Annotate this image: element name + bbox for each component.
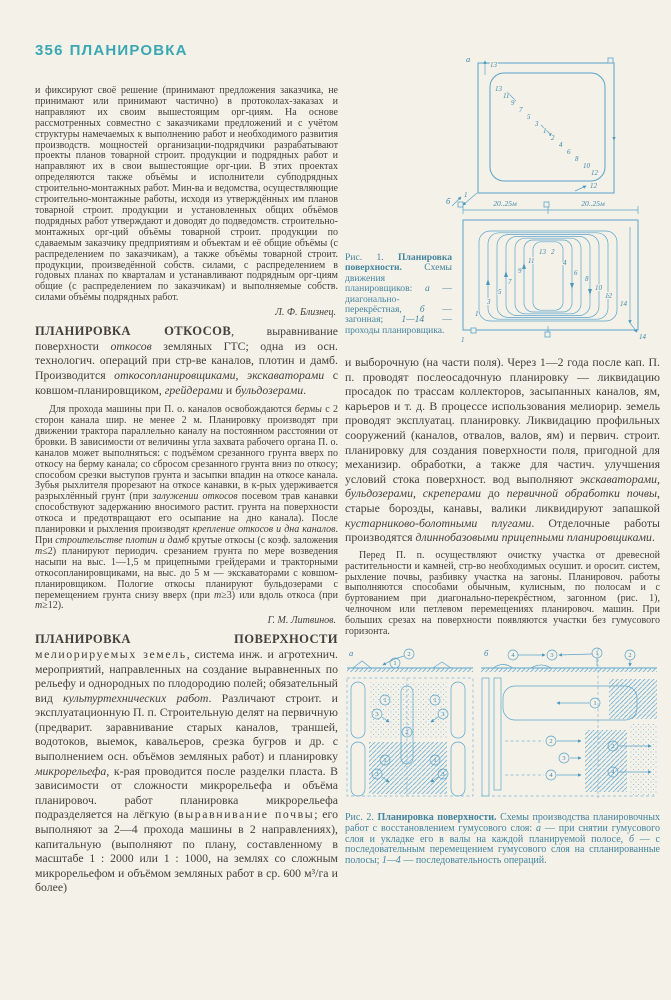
pass-number: 10 xyxy=(583,162,590,170)
pass-exit-arrow xyxy=(575,186,586,191)
operation-number: 1 xyxy=(383,697,387,705)
start-marker xyxy=(458,202,463,207)
text-segment: откосопланировщиками, экскаваторами xyxy=(114,367,325,382)
text-segment: m xyxy=(214,589,222,601)
continuation-paragraph: и фиксируют своё решение (принимают предложения заказчика, не принимают или принимают частично) в протоколах-заказах и направляют их своим вышестоящим орг-циям. На основе рассмотренных совместно с заказчиками предложений и с учётом структуры намечаемых к выполнению работ и необходимого развития производств. мощностей организации-подрядчики разрабатывают проекты планов товарной строит. продукции и подрядных работ и направляют их в свои вышестоящие орг-ции. В этих проектах определяются также объёмы и исполнители субподрядных строительно-монтажных работ. Мин-ва и ведомства, осуществляющие строительно-монтажные работы, исходя из утверждённых им планов товарной строит. продукции и установленных общих объёмов подрядных работ утверждают и доводят до подведомств. строительно-монтажных орг-ций объёмы товарной строит. продукции по сдаваемым заказчику предприятиям и объектам и её общие объёмы (с распределением по заказчикам), а также объёмы товарной строит. продукции, произведённой собств. силами, с распределением в годовых планах по кварталам и устанавливают подрядным орг-циям общие (с распределением по заказчикам) и выполняемые собств. силами объёмы подрядных работ. xyxy=(35,85,338,304)
text-segment: посевом трав канавки способствуют задержанию вносимого растит. грунта на поверхности откоса и предотвращают его осыпание на дно канала). После планировки и рыхления производят xyxy=(35,491,338,536)
text-segment: культуртехнических работ xyxy=(63,690,209,705)
text-segment: — последовательность операций. xyxy=(400,855,547,867)
humus-ridge xyxy=(451,682,465,738)
page-number: 356 xyxy=(35,42,64,59)
planed-block xyxy=(585,730,627,792)
text-segment: откосов xyxy=(110,338,152,353)
operation-number: 1 xyxy=(593,700,597,708)
text-segment: , к-рая проводится после разделки пласта. В зависимости от сложности микрорельефа и объёма планировоч. работ планировка микрорельефа подразделяется на лёгкую ( xyxy=(35,763,338,822)
pass-number: 7 xyxy=(508,278,512,286)
pass-loop xyxy=(524,240,572,312)
text-segment: Рис. 1. xyxy=(345,252,399,263)
text-segment: крутые откосы (с коэф. заложения xyxy=(189,534,338,546)
pass-loop xyxy=(497,235,599,318)
text-segment: Для прохода машины при П. о. каналов освобождаются xyxy=(49,404,295,416)
soil-mound xyxy=(433,662,451,668)
operation-number: 3 xyxy=(441,771,445,779)
humus-ridge xyxy=(351,742,365,796)
pass-number: 13 xyxy=(490,61,497,69)
final-exit-arrow xyxy=(630,323,637,332)
pass-number: 11 xyxy=(503,92,510,100)
text-segment: — при снятии гумусового слоя и укладке его в валы на каждой планируемой полосе, xyxy=(345,822,660,845)
figure-1a-label: а xyxy=(466,55,471,64)
operation-number: 3 xyxy=(441,711,445,719)
start-marker xyxy=(545,332,550,337)
text-segment: до xyxy=(481,486,507,501)
sequence-arrow xyxy=(559,654,592,655)
right-continuation-paragraph xyxy=(345,355,660,545)
text-segment: Планировка поверхности. xyxy=(377,811,497,823)
operation-number: 2 xyxy=(549,738,553,746)
soil-mound xyxy=(493,664,513,668)
dimension-label: 20..25м xyxy=(493,199,517,208)
text-segment: длиннобазовыми прицепными планировщиками xyxy=(415,530,652,545)
ground-hatch xyxy=(481,668,657,672)
down-arrowhead xyxy=(588,289,592,295)
text-segment: а xyxy=(424,283,430,295)
text-segment: б xyxy=(419,304,425,316)
up-arrowhead xyxy=(486,279,490,285)
operation-number: 2 xyxy=(407,651,411,659)
article-poverhnosti-lead xyxy=(35,632,338,895)
operation-number: 2 xyxy=(628,652,632,660)
pass-number: 1 xyxy=(464,191,468,199)
text-segment: а xyxy=(536,822,542,834)
text-segment: . xyxy=(303,382,307,397)
pass-number: 4 xyxy=(563,259,567,267)
operation-number: 4 xyxy=(611,769,615,777)
dimension-label: 20..25м xyxy=(581,199,605,208)
text-segment: залужении откосов xyxy=(152,491,238,503)
text-segment: первичной обработки почвы xyxy=(506,486,658,501)
text-segment: , выравнивание поверхности xyxy=(35,324,338,353)
pass-number: 7 xyxy=(519,106,523,114)
stripped-area xyxy=(629,724,657,796)
start-marker xyxy=(471,328,476,333)
text-segment: строительстве плотин и дамб xyxy=(55,534,189,546)
humus-ridge xyxy=(351,682,365,738)
text-segment: и выборочную (на части поля). Через 1—2 года после кап. П. п. проводят послеосадочную планировку — ликвидацию просадок по трассам коллекторов, засыпанных каналов, ям, карьеров и т. д. В процессе использования мелиорир. земель проводят эксплуатац. планировку. Ликвидацию профильных сооружений (каналов, отвалов, валов, ям) и первич. строит. планировку для создания поверхности поля, пригодной для механизир. обработки, а также для частич. улучшения условий стока поверхност. вод выполняют xyxy=(345,355,660,486)
operation-number: 2 xyxy=(611,743,615,751)
pass-number: 8 xyxy=(575,155,579,163)
operation-number: 4 xyxy=(549,772,553,780)
pass-number: 6 xyxy=(574,269,578,277)
up-arrowhead xyxy=(522,263,526,269)
pass-number: 3 xyxy=(535,120,539,128)
text-segment: кустарниково-болотными плугами xyxy=(345,515,532,530)
up-arrowhead xyxy=(504,271,508,277)
operation-number: 1 xyxy=(433,757,437,765)
text-segment: бермы xyxy=(294,404,322,416)
pass-number: 1 xyxy=(461,336,465,344)
text-segment: , старые борозды, канавы, валики ликвидируют запашкой xyxy=(345,486,660,515)
text-segment: 1—4 xyxy=(381,855,401,867)
pass-number: 8 xyxy=(585,275,589,283)
page-header xyxy=(35,42,194,59)
pass-number: 10 xyxy=(595,284,602,292)
soil-mound xyxy=(353,661,371,668)
figure-1 xyxy=(345,55,660,347)
pass-number: 13 xyxy=(495,85,502,93)
right-small-paragraph: Перед П. п. осуществляют очистку участка от древесной растительности и камней, стр-во необходимых осушит. и оросит. систем, рыхление почвы, разбивку участка на загоны. Планировоч. работы выполняются способами обычным, кулисным, по полосам и с буртованием при диагонально-перекрёстном, загонном (рис. 1), челночном или петлевом перемещениях планировоч. машин. При больших срезах на поверхности появляются участки без гумусового горизонта. xyxy=(345,549,660,638)
figure-1b-label: б xyxy=(446,196,451,206)
pass-number: 12 xyxy=(590,182,597,190)
article-otkosov-body xyxy=(35,405,338,612)
figure-2 xyxy=(345,646,660,808)
text-segment: б xyxy=(628,833,634,845)
pass-number: 12 xyxy=(591,169,598,177)
text-segment: ≥12). xyxy=(42,600,64,612)
text-segment: Планировка поверхности. xyxy=(345,252,452,274)
text-segment: микрорельефа xyxy=(35,763,107,778)
text-segment: ПЛАНИРОВКА ОТКОСОВ xyxy=(35,324,232,339)
text-segment: . xyxy=(651,530,655,545)
pass-number: 4 xyxy=(559,141,563,149)
text-segment: с 2 сторон канала шир. не менее 2 м. Планировку производят при движении трактора параллельно каналу на постоянном расстоянии от бровки. В зависимости от величины угла захвата рабочего органа П. о. каналов может выполняться: с подъёмом срезанного грунта вверх по откосу на берму канала; со сбросом срезанного грунта вниз по откосу; способом срезки выступов грунта и засыпки впадин на откосе канала. Зубья рыхлителя прорезают на откосе канавки, в к-рых удерживается разрыхлённый грунт (при xyxy=(35,404,338,503)
text-segment: мелиорируемых земель xyxy=(35,646,187,661)
corner-marker xyxy=(608,58,613,63)
column-right xyxy=(345,55,660,867)
text-segment: — с последовательным перемещением гумусового слоя на спланированные полосы; xyxy=(345,833,660,867)
pass-number: 9 xyxy=(518,267,522,275)
pass-number: 3 xyxy=(487,298,491,306)
pass-number: 5 xyxy=(527,113,531,121)
pass-loop xyxy=(533,242,563,310)
text-segment: Схемы производства планировочных работ с восстановлением гумусового слоя: xyxy=(345,811,660,834)
pass-number: 13 xyxy=(539,248,546,256)
pass-number: 2 xyxy=(551,134,555,142)
operation-number: 2 xyxy=(405,729,409,737)
pass-number: 1 xyxy=(475,310,479,318)
operation-number: 1 xyxy=(595,650,599,658)
operation-number: 4 xyxy=(511,652,515,660)
text-segment: ; его выполняют за 2—4 прохода машины в 2 направлениях), капитальную (выполняют по плану, составленному в масштабе 1 : 2000 или 1 : 1000, на землях со сложным микрорельефом и объёмом земляных работ в ср. 600 м³/га и более) xyxy=(35,807,338,895)
pass-number: 12 xyxy=(605,292,612,300)
text-segment: . Отделочные работы производятся xyxy=(345,515,660,545)
operation-number: 3 xyxy=(375,771,379,779)
humus-strip xyxy=(482,678,489,796)
start-marker xyxy=(544,202,549,207)
figure-1-caption xyxy=(345,253,452,336)
text-segment: — проходы планировщика. xyxy=(345,314,452,336)
pass-number: 5 xyxy=(498,288,502,296)
pass-number: 1 xyxy=(543,127,547,135)
figure-2a-label: а xyxy=(349,647,354,658)
pass-loop xyxy=(515,238,581,314)
planed-block xyxy=(609,679,657,719)
text-segment: m xyxy=(35,600,43,612)
operation-number: 3 xyxy=(550,652,554,660)
text-segment: — загонная; xyxy=(345,304,452,326)
text-segment: 1—14 xyxy=(401,314,425,326)
text-segment: . Различают строит. и эксплуатационную П. п. Строительную делят на первичную (предварит. заравнивание старых каналов, траншей, водотоков, выемок, кавальеров, срезка бугров и др. с выполнением осн. объёмов земляных работ) и планировку xyxy=(35,690,338,764)
operation-number: 3 xyxy=(375,711,379,719)
pass-number: 14 xyxy=(639,333,646,341)
text-segment: m xyxy=(35,545,43,557)
pass-number: 14 xyxy=(620,300,627,308)
text-segment: — диагонально-перекрёстная, xyxy=(345,283,452,316)
pass-number: 2 xyxy=(551,248,555,256)
running-title: ПЛАНИРОВКА xyxy=(69,42,188,59)
text-segment: , система инж. и агротехнич. мероприятий, направленных на создание выравненных по рельефу и однородных по плодородию полей; обязательный вид xyxy=(35,646,338,705)
planed-area xyxy=(369,742,447,794)
humus-strip xyxy=(494,678,501,790)
figure-2-caption xyxy=(345,813,660,867)
author-signature: Г. М. Литвинов. xyxy=(267,615,336,627)
text-segment: грейдерами xyxy=(164,382,223,397)
text-segment: ≥3) или вдоль откоса (при xyxy=(221,589,338,601)
text-segment: крепление откосов и дна каналов xyxy=(192,524,336,536)
text-segment: ПЛАНИРОВКА ПОВЕРХНОСТИ xyxy=(35,632,338,647)
author-signature: Л. Ф. Близнец. xyxy=(275,307,336,319)
operation-number: 1 xyxy=(383,757,387,765)
operation-number: 1 xyxy=(433,697,437,705)
text-segment: Рис. 2. xyxy=(345,811,378,823)
ground-hatch xyxy=(347,668,473,672)
text-segment: земляных ГТС; одна из осн. технологич. операций при стр-ве каналов, плотин и дамб. Производится xyxy=(35,338,338,382)
pass-loop xyxy=(479,231,617,321)
text-segment: ≤2) планируют периодич. срезанием грунта по мере возведения насыпи на выс. 1—1,5 м прицепными грейдерами и тракторными откосопланировщиками, на выс. до 5 м — экскаваторами с ковшом-планировщиком. Пологие откосы планируют бульдозерами с перемещением грунта снизу вверх (при xyxy=(35,545,338,601)
text-segment: выравнивание почвы xyxy=(178,807,315,822)
figure-2b-label: б xyxy=(484,647,489,658)
column-left xyxy=(35,86,338,895)
text-segment: экскаваторами, бульдозерами, скреперами xyxy=(345,471,660,501)
pass-number: 9 xyxy=(511,99,515,107)
text-segment: . При xyxy=(35,524,338,546)
humus-ridge xyxy=(451,742,465,796)
text-segment: бульдозерами xyxy=(235,382,304,397)
text-segment: и xyxy=(222,382,236,397)
operation-number: 3 xyxy=(562,755,566,763)
pass-number: 11 xyxy=(528,257,535,265)
text-segment: с ковшом-планировщиком, xyxy=(35,367,338,397)
figure-2-drawing xyxy=(345,646,660,803)
article-otkosov-lead xyxy=(35,324,338,397)
down-arrowhead xyxy=(570,283,574,289)
pass-number: 6 xyxy=(567,148,571,156)
operation-number: 1 xyxy=(393,660,397,668)
text-segment: Схемы движения планировщиков: xyxy=(345,262,452,295)
